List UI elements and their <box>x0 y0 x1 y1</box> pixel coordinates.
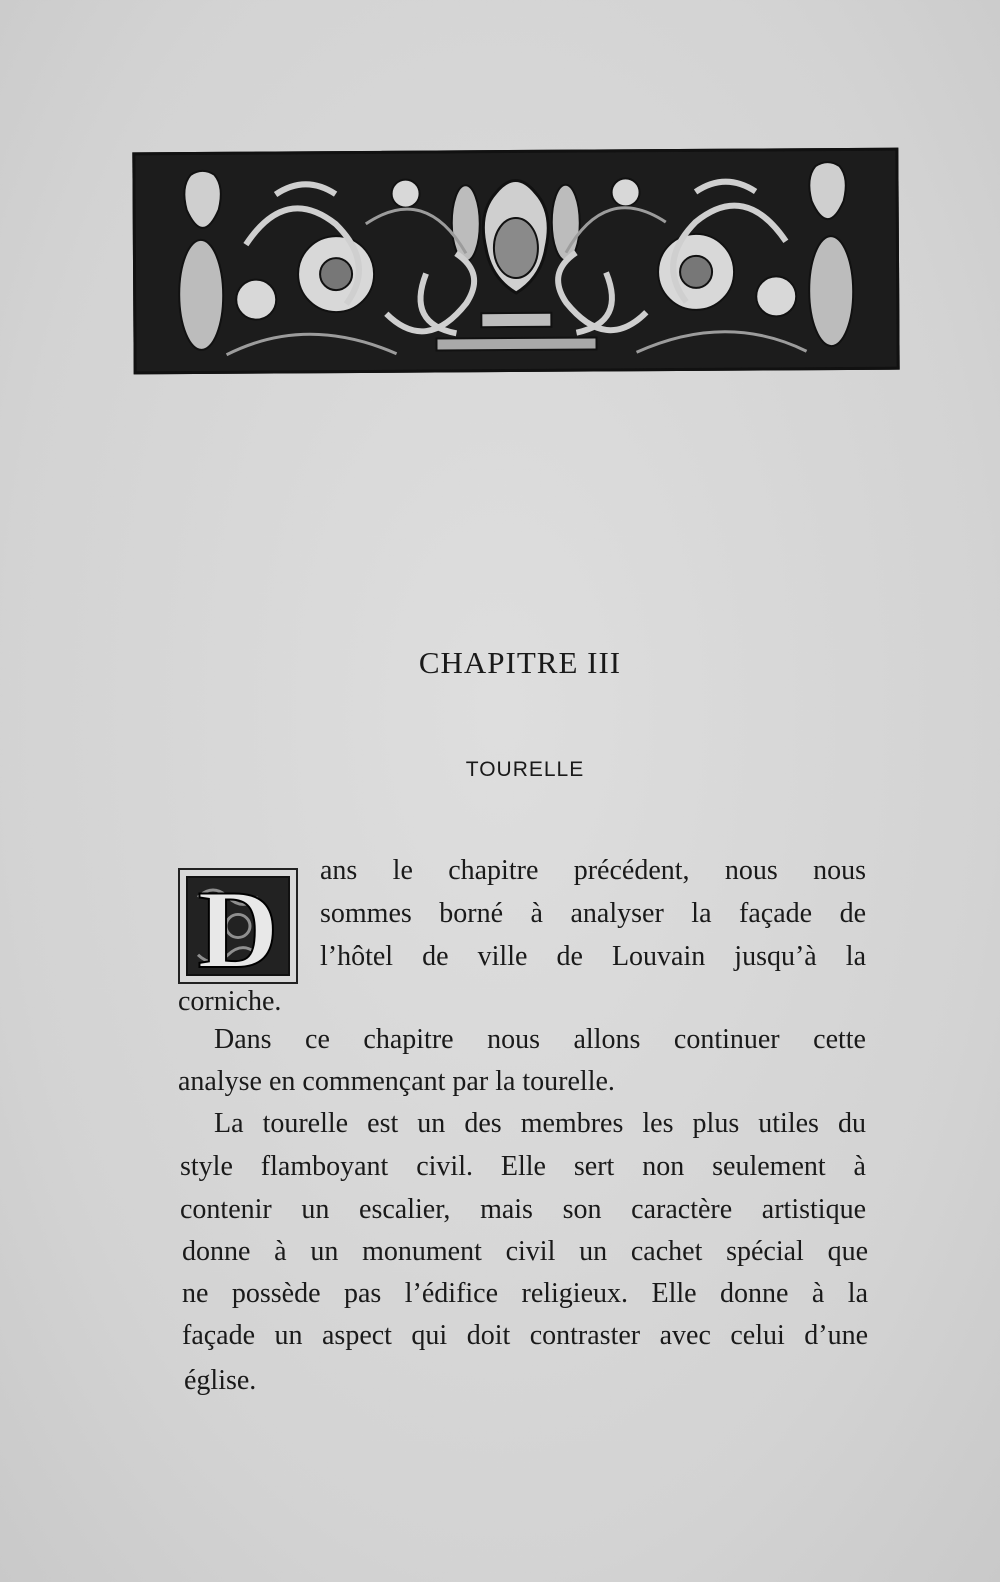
text-line: donne à un monument civil un cachet spécial que <box>182 1236 868 1267</box>
text-line: façade un aspect qui doit contraster avec celui d’une <box>182 1320 868 1351</box>
show-through-text <box>170 360 870 860</box>
text-line: Dans ce chapitre nous allons continuer cette <box>214 1024 866 1055</box>
dropcap <box>178 868 298 984</box>
text-line: style flamboyant civil. Elle sert non seulement à <box>180 1151 866 1182</box>
text-line: contenir un escalier, mais son caractère artistique <box>180 1194 866 1225</box>
text-line: église. <box>184 1365 257 1396</box>
text-line: ne possède pas l’édifice religieux. Elle donne à la <box>182 1278 868 1309</box>
text-line: analyse en commençant par la tourelle. <box>178 1066 615 1097</box>
text-line: l’hôtel de ville de Louvain jusqu’à la <box>320 941 866 972</box>
text-line: ans le chapitre précédent, nous nous <box>320 855 866 886</box>
section-title: TOURELLE <box>465 758 585 781</box>
text-line: La tourelle est un des membres les plus utiles du <box>214 1108 866 1139</box>
chapter-title: CHAPITRE III <box>418 645 622 680</box>
ornament-scrollwork-icon <box>135 151 896 372</box>
text-line: sommes borné à analyser la façade de <box>320 898 866 929</box>
text-line: corniche. <box>178 986 282 1017</box>
dropcap-letter: D <box>197 876 279 976</box>
decorative-headpiece <box>132 148 899 375</box>
